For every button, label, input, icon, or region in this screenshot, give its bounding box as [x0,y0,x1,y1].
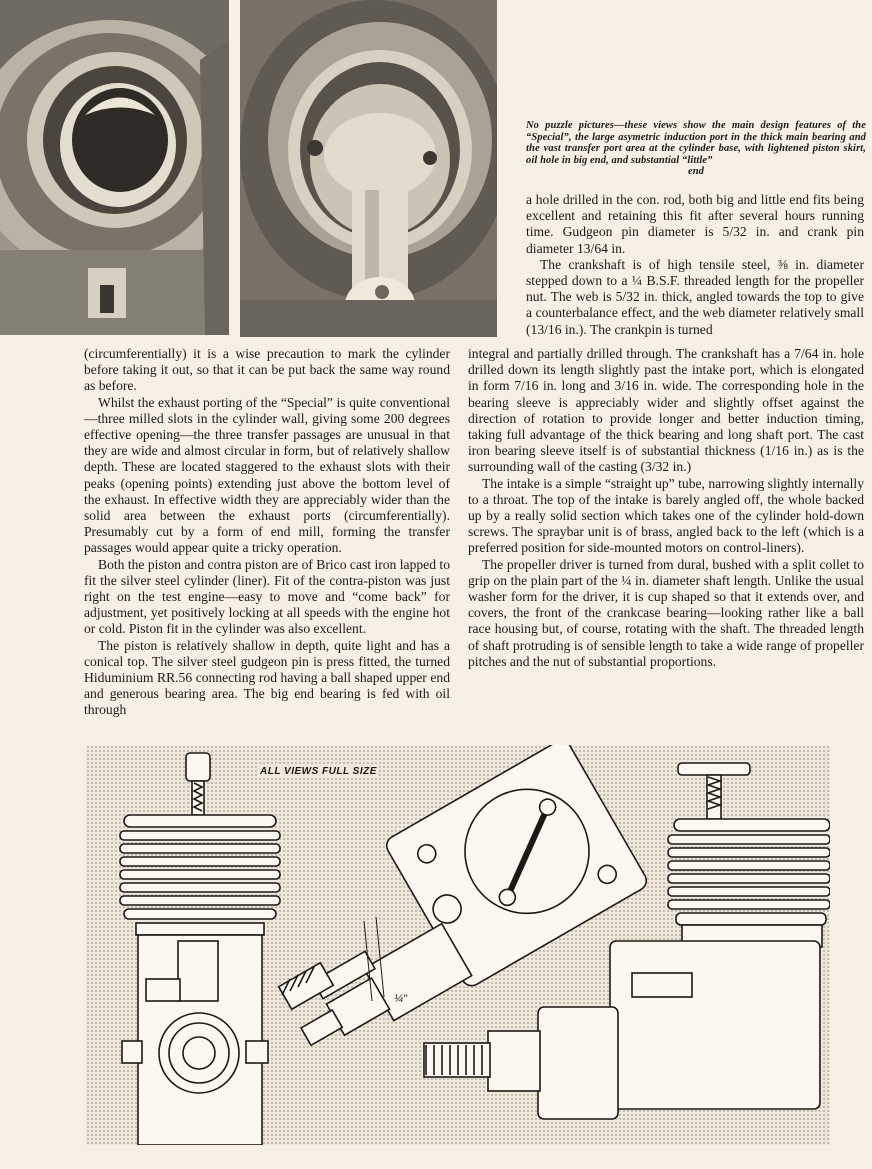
paragraph: (circumferentially) it is a wise precaution to mark the cylinder before taking it out, so that it can be put back the same way round as before. [84,346,450,394]
paragraph: Whilst the exhaust porting of the “Special” is quite conventional—three milled slots in the cylinder wall, giving some 200 degrees effective opening—the three transfer passages are unusual in that they are wide and almost circular in form, but of relatively shallow depth. These are located staggered to the exhaust slots with their peaks (opening points) extending just above the bottom level of the exhaust. In effective width they are appreciably wider than the solid area between the exhaust ports (circumferentially). Presumably cut by a form of end mill, forming the transfer passages would appear quite a tricky operation. [84,394,450,556]
photo-caption [526,120,866,178]
paragraph: a hole drilled in the con. rod, both big and little end fits being excellent and retaining this fit after several hours running time. Gudgeon pin diameter is 5/32 in. and crank pin diameter 13/64 in. [526,192,864,256]
caption-text: No puzzle pictures—these views show the main design features of the “Special”, the large asymetric induction port in the thick main bearing and the vast transfer port area at the cylinder base, with lightened piston skirt, oil hole in big end, and substantial “little” [526,120,866,166]
paragraph: The propeller driver is turned from dural, bushed with a split collet to grip on the plain part of the ¼ in. diameter shaft length. Unlike the usual washer form for the driver, it is cup shaped so that it extends over, and covers, the front of the crankcase bearing—looking rather like a ball race housing but, of course, rotating with the shaft. The threaded length of shaft protruding is of sensible length to take a wide range of propeller pitches and the nut of substantial proportions. [468,556,864,669]
bearing-photo [0,0,229,335]
engine-drawing-svg [86,745,830,1145]
caption-end: end [687,166,705,177]
engine-drawing [86,745,830,1145]
paragraph: Both the piston and contra piston are of Brico cast iron lapped to fit the silver steel cylinder (liner). Fit of the contra-piston was just right on the test engine—easy to move and “come back” for adjustment, yet positively locking at all speeds with the engine hot or cold. Piston fit in the cylinder was also excellent. [84,556,450,637]
right-top-column [526,192,864,338]
left-column [84,346,450,719]
dimension-label: ¼" [394,993,408,1005]
paragraph: The piston is relatively shallow in depth, quite light and has a conical top. The silver steel gudgeon pin is press fitted, the turned Hiduminium RR.56 connecting rod having a ball shaped upper end and generous bearing area. The big end bearing is fed with oil through [84,637,450,718]
right-column [468,346,864,670]
paragraph: integral and partially drilled through. The crankshaft has a 7/64 in. hole drilled down its length slightly past the intake port, which is elongated in form 7/16 in. long and 3/16 in. wide. The corresponding hole in the bearing sleeve is appreciably wider and slightly offset against the direction of rotation to provide longer and better induction timing, taking full advantage of the thick bearing and long shaft port. The cast iron bearing sleeve itself is of substantial thickness (1/16 in.) as is the surrounding wall of the casting (3/32 in.) [468,346,864,475]
piston-conrod-photo [240,0,497,337]
paragraph: The crankshaft is of high tensile steel, ⅜ in. diameter stepped down to a ¼ B.S.F. threaded length for the propeller nut. The web is 5/32 in. thick, angled towards the top to give a counterbalance effect, and the web diameter relatively small (13/16 in.). The crankpin is turned [526,256,864,337]
paragraph: The intake is a simple “straight up” tube, narrowing slightly internally to a throat. The top of the intake is barely angled off, the whole backed up by a really solid section which takes one of the cylinder hold-down screws. The spraybar unit is of brass, angled back to the left (which is a preferred position for side-mounted motors on control-liners). [468,475,864,556]
drawing-label: ALL VIEWS FULL SIZE [260,766,377,777]
